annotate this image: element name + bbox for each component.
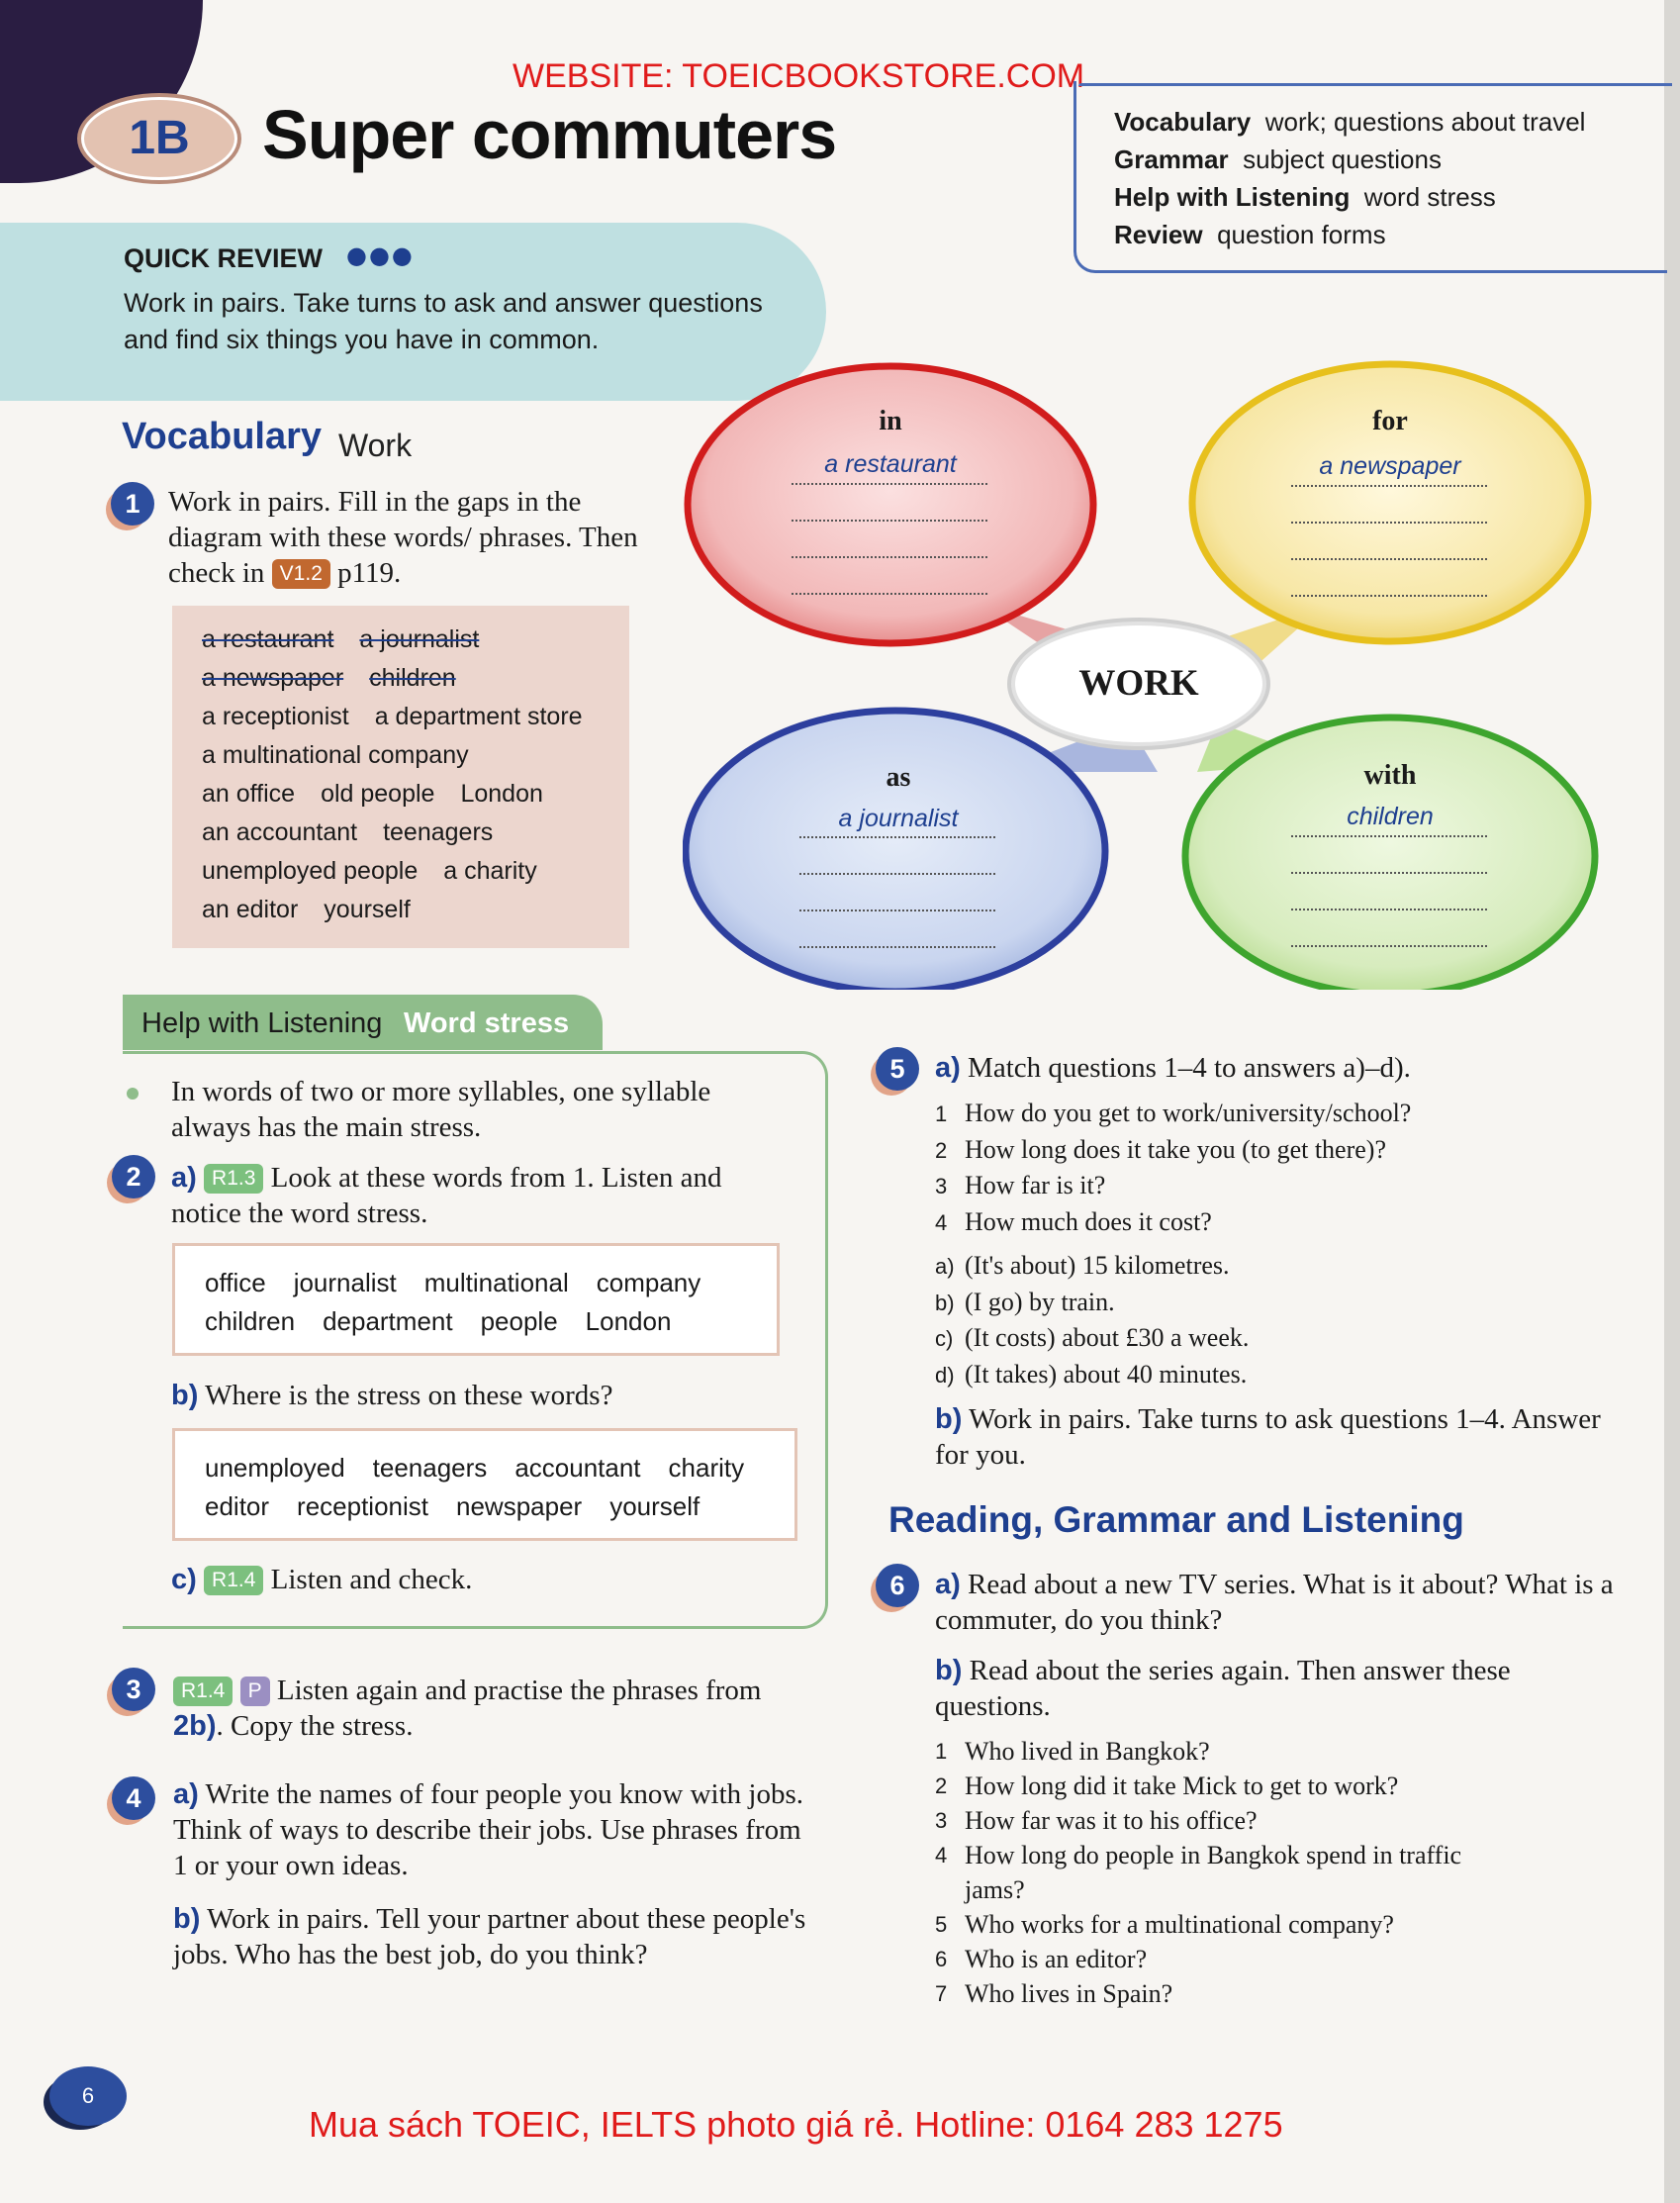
stress-word-box-a	[172, 1243, 780, 1356]
exercise-1-instructions: Work in pairs. Fill in the gaps in the diagram with these words/ phrases. Then check in V1.2 p119.	[168, 486, 638, 589]
bubble-for-label: for	[1372, 406, 1408, 436]
audio-tag: R1.4	[204, 1566, 263, 1595]
answer-line[interactable]	[1291, 485, 1487, 487]
page-number: 6	[49, 2066, 127, 2126]
answer-line[interactable]	[1291, 945, 1487, 947]
exercise-6a-text: a) Read about a new TV series. What is it about? What is a commuter, do you think?	[935, 1569, 1614, 1636]
objective-help-listening: Help with Listening word stress	[1114, 182, 1496, 212]
quick-review-title: QUICK REVIEW	[124, 243, 324, 273]
word-box-line: an accountant teenagers	[202, 818, 494, 846]
word-box-line: unemployed people a charity	[202, 857, 537, 885]
word-box-line: a multinational company	[202, 741, 469, 769]
list-item: 3 How far was it to his office?	[935, 1806, 1258, 1835]
lesson-badge: 1B	[81, 97, 237, 180]
answer-line[interactable]	[799, 946, 995, 948]
stress-word-box-b	[172, 1428, 797, 1541]
word-box-line: an office old people London	[202, 780, 543, 808]
answer-line[interactable]	[792, 556, 987, 558]
exercise-2b-text: b) Where is the stress on these words?	[171, 1380, 613, 1411]
answer-line[interactable]	[799, 873, 995, 875]
list-item: 1 How do you get to work/university/school?	[935, 1099, 1412, 1127]
list-item: 1 Who lived in Bangkok?	[935, 1737, 1210, 1766]
help-listening-title: Help with Listening	[141, 1007, 383, 1039]
exercise-2a-text: a) R1.3 Look at these words from 1. Listen and notice the word stress.	[171, 1162, 722, 1229]
objective-grammar: Grammar subject questions	[1114, 144, 1442, 174]
quick-review-text: Work in pairs. Take turns to ask and answer questions and find six things you have in common.	[124, 288, 763, 354]
list-item: a) (It's about) 15 kilometres.	[935, 1251, 1230, 1280]
exercise-1-number: 1	[111, 482, 154, 526]
answer-line[interactable]	[1291, 872, 1487, 874]
exercise-6b-text: b) Read about the series again. Then answer these questions.	[935, 1655, 1511, 1722]
exercise-5-answers	[935, 1248, 1647, 1392]
word-box	[172, 606, 629, 948]
page-edge	[1664, 0, 1680, 2203]
exercise-4-number: 4	[112, 1776, 155, 1820]
reference-tag: V1.2	[272, 559, 330, 589]
exercise-6-number: 6	[876, 1564, 919, 1607]
answer-line[interactable]	[1291, 522, 1487, 524]
list-item: 2 How long did it take Mick to get to work?	[935, 1772, 1399, 1800]
answer-line[interactable]	[792, 483, 987, 485]
bubble-as-answer: a journalist	[838, 805, 959, 832]
exercise-2-number: 2	[112, 1155, 155, 1198]
bubble-for-answer: a newspaper	[1319, 452, 1461, 480]
audio-tag: R1.3	[204, 1164, 263, 1194]
answer-line[interactable]	[1291, 595, 1487, 597]
list-item: d) (It takes) about 40 minutes.	[935, 1359, 1248, 1389]
word-row: editor receptionist newspaper yourself	[205, 1491, 700, 1521]
list-item: 3 How far is it?	[935, 1171, 1106, 1199]
word-box-line: an editor yourself	[202, 896, 411, 923]
quick-review-dots: ●●●	[346, 241, 415, 269]
word-row: children department people London	[205, 1306, 672, 1336]
exercise-4a-text: a) Write the names of four people you know with jobs. Think of ways to describe their jobs. Use phrases from 1 or your own ideas.	[173, 1778, 804, 1881]
vocabulary-subheading: Work	[338, 428, 413, 463]
objective-vocabulary: Vocabulary work; questions about travel	[1114, 107, 1586, 137]
list-item: 4 How much does it cost?	[935, 1206, 1212, 1236]
bubble-with	[1185, 718, 1595, 990]
list-item: 2 How long does it take you (to get there)?	[935, 1134, 1386, 1164]
objective-review: Review question forms	[1114, 220, 1386, 249]
bullet-icon	[127, 1088, 139, 1100]
website-watermark: WEBSITE: TOEICBOOKSTORE.COM	[513, 57, 1085, 95]
exercise-4b-text: b) Work in pairs. Tell your partner about these people's jobs. Who has the best job, do you think?	[173, 1903, 806, 1970]
word-row: office journalist multinational company	[205, 1268, 701, 1297]
list-item: 5 Who works for a multinational company?	[935, 1910, 1394, 1939]
answer-line[interactable]	[792, 520, 987, 522]
footer-advert: Mua sách TOEIC, IELTS photo giá rẻ. Hotline: 0164 283 1275	[309, 2104, 1283, 2145]
list-item: 7 Who lives in Spain?	[935, 1979, 1173, 2008]
answer-line[interactable]	[1291, 835, 1487, 837]
bubble-in-label: in	[879, 406, 902, 436]
answer-line[interactable]	[1291, 558, 1487, 560]
exercise-2c-text: c) R1.4 Listen and check.	[171, 1564, 473, 1595]
pronunciation-tag: P	[240, 1676, 270, 1706]
exercise-5-questions	[935, 1096, 1647, 1240]
list-item: c) (It costs) about £30 a week.	[935, 1323, 1250, 1352]
help-listening-subtitle: Word stress	[404, 1007, 570, 1039]
bubble-with-label: with	[1363, 760, 1417, 791]
exercise-6-questions	[935, 1734, 1489, 2011]
word-row: unemployed teenagers accountant charity	[205, 1453, 745, 1483]
objectives-box	[1073, 81, 1667, 273]
word-box-line: a newspaper children	[202, 664, 456, 692]
bubble-with-answer: children	[1347, 803, 1434, 830]
audio-tag: R1.4	[173, 1676, 233, 1706]
exercise-3-text: R1.4 P Listen again and practise the phrases from 2b). Copy the stress.	[173, 1675, 762, 1742]
answer-line[interactable]	[799, 836, 995, 838]
bubble-in-answer: a restaurant	[824, 450, 957, 478]
vocabulary-heading: Vocabulary	[122, 416, 323, 457]
diagram-center-work: WORK	[1011, 622, 1266, 746]
exercise-5a-text: a) Match questions 1–4 to answers a)–d).	[935, 1052, 1411, 1084]
exercise-5b-text: b) Work in pairs. Take turns to ask questions 1–4. Answer for you.	[935, 1403, 1601, 1471]
help-listening-bullet-text: In words of two or more syllables, one syllable always has the main stress.	[171, 1076, 711, 1143]
answer-line[interactable]	[792, 593, 987, 595]
bubble-as-label: as	[886, 762, 911, 793]
list-item: b) (I go) by train.	[935, 1287, 1115, 1316]
lesson-title: Super commuters	[262, 96, 837, 173]
exercise-3-number: 3	[112, 1668, 155, 1711]
exercise-5-number: 5	[876, 1047, 919, 1091]
list-item: 6 Who is an editor?	[935, 1945, 1148, 1973]
word-box-line: a receptionist a department store	[202, 703, 583, 730]
list-item: 4 How long do people in Bangkok spend in traffic jams?	[935, 1841, 1462, 1904]
word-box-line: a restaurant a journalist	[202, 625, 480, 653]
reading-heading: Reading, Grammar and Listening	[888, 1499, 1464, 1540]
answer-line[interactable]	[799, 910, 995, 911]
answer-line[interactable]	[1291, 909, 1487, 910]
